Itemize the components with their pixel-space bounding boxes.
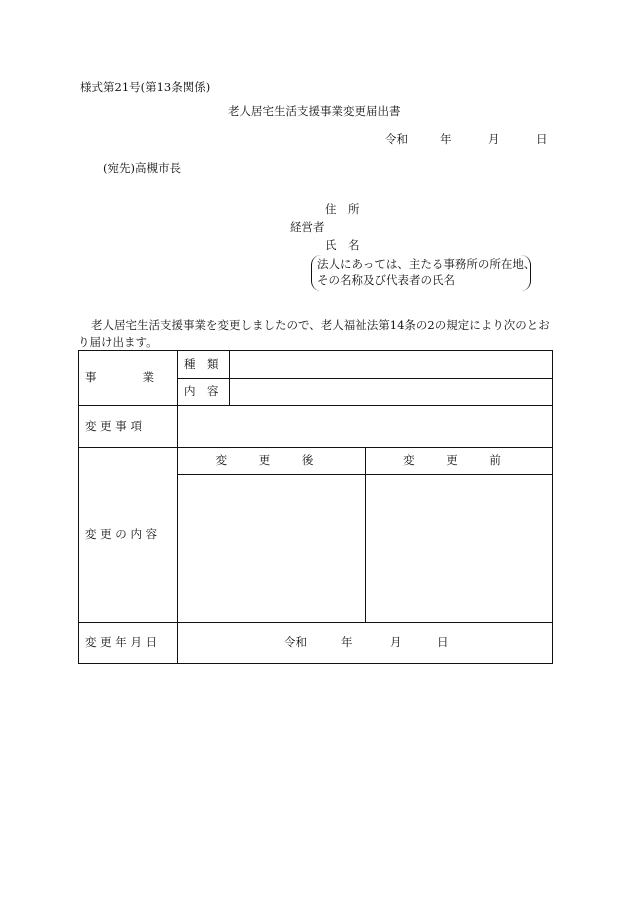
content-label-cell xyxy=(178,379,230,406)
after-header-cell xyxy=(178,448,366,475)
change-date-value-cell[interactable] xyxy=(178,623,553,664)
document-title: 老人居宅生活支援事業変更届出書 xyxy=(228,104,401,118)
addressee: (宛先)高槻市長 xyxy=(103,161,181,175)
change-date-era: 令和 xyxy=(284,635,307,649)
change-form-table xyxy=(78,350,553,664)
corporation-note-line-1: 法人にあっては、主たる事務所の所在地、 xyxy=(317,257,536,271)
change-date-month: 月 xyxy=(390,635,402,649)
change-item-label: 変 更 事 項 xyxy=(85,418,142,433)
business-label: 事 業 xyxy=(85,370,154,385)
business-label-cell xyxy=(79,351,178,406)
body-text-line-2: り届け出ます。 xyxy=(78,335,158,349)
corporation-note-line-2: その名称及び代表者の氏名 xyxy=(317,273,455,287)
after-value-cell[interactable] xyxy=(178,475,366,623)
content-label: 内 容 xyxy=(184,384,219,399)
type-label: 種 類 xyxy=(184,356,219,371)
change-date-day: 日 xyxy=(437,635,449,649)
change-date-year: 年 xyxy=(341,635,353,649)
date-month: 月 xyxy=(488,132,500,146)
change-date-label-cell xyxy=(79,623,178,664)
date-day: 日 xyxy=(536,132,548,146)
before-label: 変 更 前 xyxy=(403,453,515,468)
body-text-line-1: 老人居宅生活支援事業を変更しましたので、老人福祉法第14条の2の規定により次のとお xyxy=(91,318,550,332)
before-header-cell xyxy=(366,448,553,475)
change-date-label: 変 更 年 月 日 xyxy=(85,635,158,650)
change-detail-label: 変 更 の 内 容 xyxy=(85,527,158,542)
date-year: 年 xyxy=(440,132,452,146)
operator-label: 経営者 xyxy=(290,220,325,234)
change-item-value-cell[interactable] xyxy=(178,406,553,448)
change-detail-label-cell xyxy=(79,448,178,623)
address-label: 住 所 xyxy=(325,202,360,216)
after-label: 変 更 後 xyxy=(215,453,328,468)
date-era: 令和 xyxy=(385,132,408,146)
content-value-cell[interactable] xyxy=(230,379,553,406)
type-value-cell[interactable] xyxy=(230,351,553,379)
before-value-cell[interactable] xyxy=(366,475,553,623)
change-item-label-cell xyxy=(79,406,178,448)
corporation-note xyxy=(311,255,536,291)
form-number: 様式第21号(第13条関係) xyxy=(80,80,211,94)
type-label-cell xyxy=(178,351,230,379)
name-label: 氏 名 xyxy=(325,238,360,252)
